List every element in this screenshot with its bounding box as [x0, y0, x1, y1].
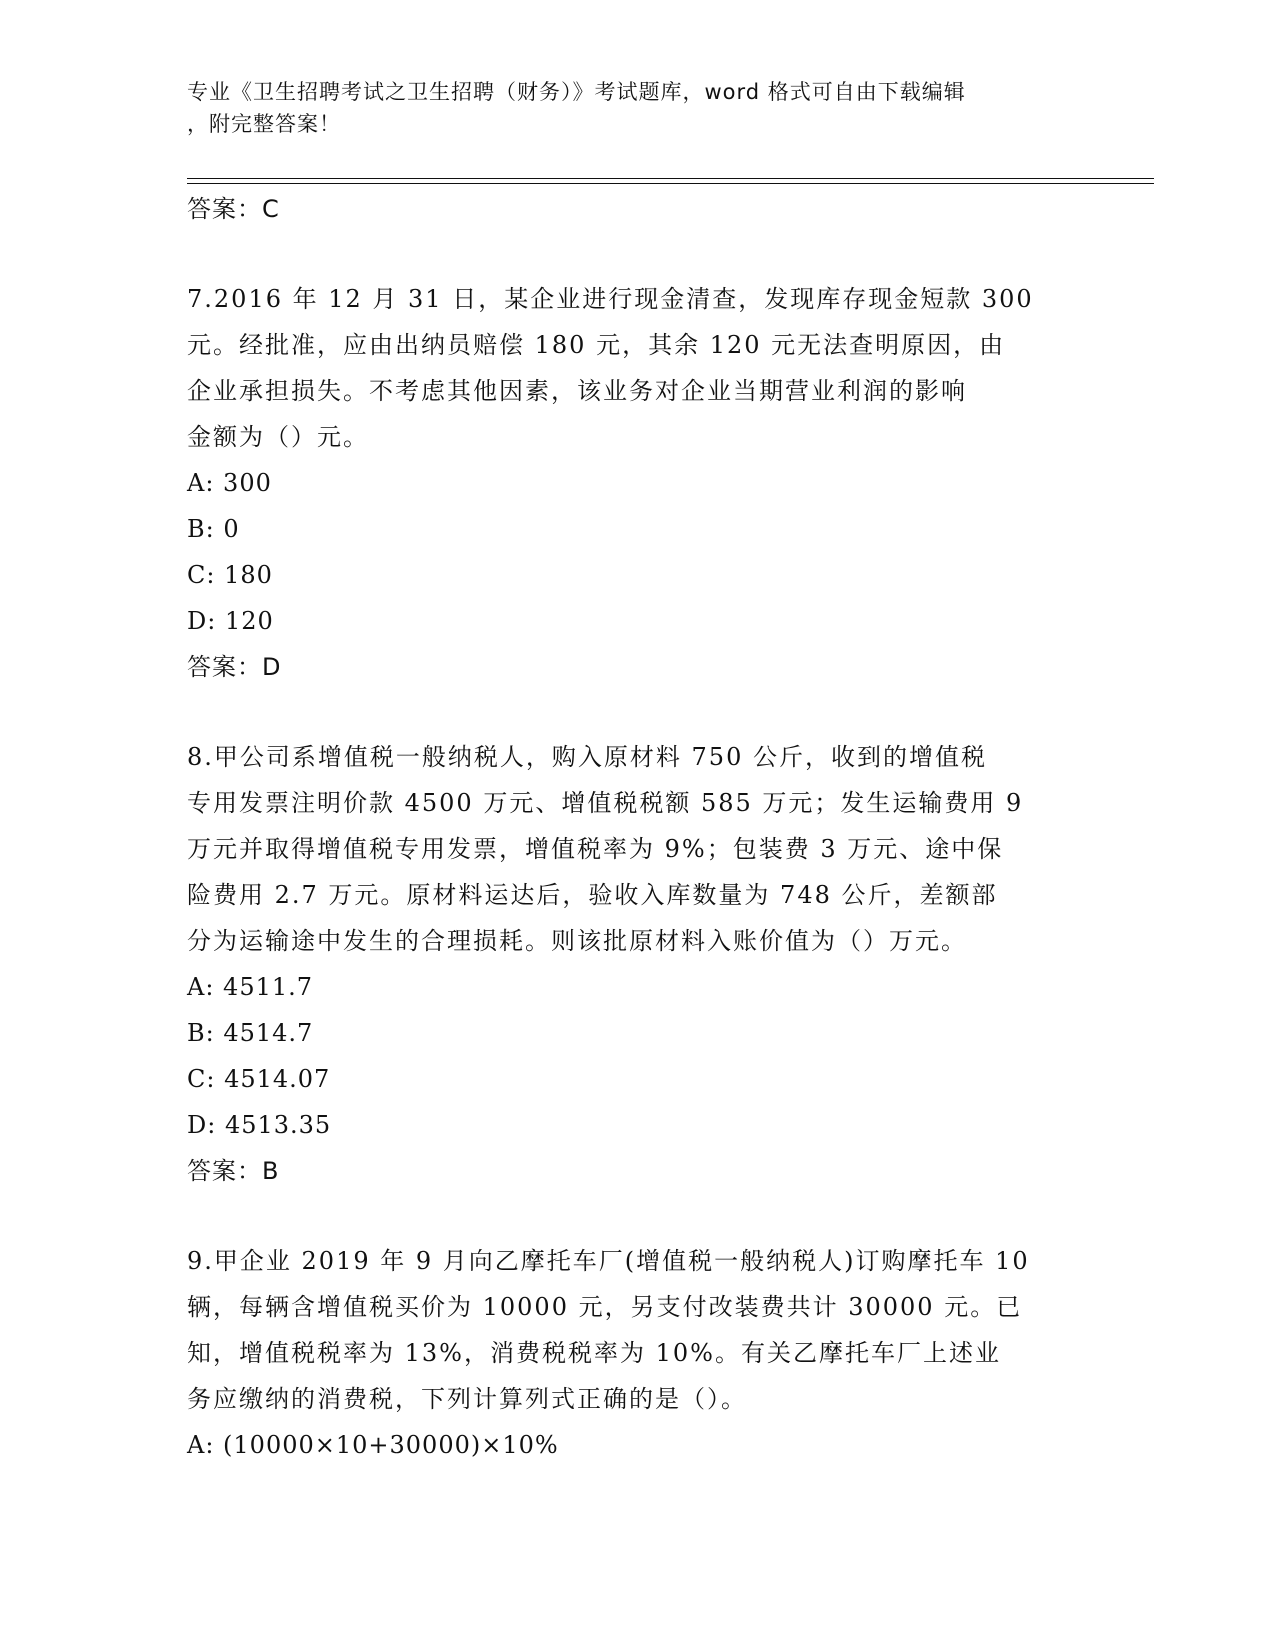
option-b: B: 0 — [187, 515, 240, 543]
question-8 — [187, 734, 1087, 1194]
header-rule-bottom — [187, 183, 1154, 184]
stem-line: 知，增值税税率为 13%，消费税税率为 10%。有关乙摩托车厂上述业 — [187, 1339, 1001, 1367]
stem-line: 元。经批准，应由出纳员赔偿 180 元，其余 120 元无法查明原因，由 — [187, 331, 1006, 359]
document-header — [187, 76, 1087, 140]
option-a: A: (10000×10+30000)×10% — [187, 1431, 559, 1459]
option-d: D: 4513.35 — [187, 1111, 332, 1139]
stem-line: 辆，每辆含增值税买价为 10000 元，另支付改装费共计 30000 元。已 — [187, 1293, 1023, 1321]
option-a: A: 4511.7 — [187, 973, 314, 1001]
header-rule-top — [187, 178, 1154, 179]
stem-line: 7.2016 年 12 月 31 日，某企业进行现金清查，发现库存现金短款 300 — [187, 285, 1034, 313]
stem-line: 9.甲企业 2019 年 9 月向乙摩托车厂(增值税一般纳税人)订购摩托车 10 — [187, 1247, 1030, 1275]
document-body — [187, 186, 1087, 1468]
stem-line: 专用发票注明价款 4500 万元、增值税税额 585 万元；发生运输费用 9 — [187, 789, 1024, 817]
header-line-2: ，附完整答案！ — [187, 112, 341, 136]
stem-line: 务应缴纳的消费税，下列计算列式正确的是（）。 — [187, 1385, 747, 1413]
option-c: C: 4514.07 — [187, 1065, 331, 1093]
stem-line: 金额为（）元。 — [187, 423, 369, 451]
question-7 — [187, 276, 1087, 690]
question-stem — [187, 1238, 1087, 1422]
stem-line: 8.甲公司系增值税一般纳税人，购入原材料 750 公斤，收到的增值税 — [187, 743, 987, 771]
stem-line: 企业承担损失。不考虑其他因素，该业务对企业当期营业利润的影响 — [187, 377, 967, 405]
question-9 — [187, 1238, 1087, 1468]
option-c: C: 180 — [187, 561, 273, 589]
answer: 答案：B — [187, 1157, 280, 1185]
stem-line: 分为运输途中发生的合理损耗。则该批原材料入账价值为（）万元。 — [187, 927, 967, 955]
stem-line: 险费用 2.7 万元。原材料运达后，验收入库数量为 748 公斤，差额部 — [187, 881, 998, 909]
answer: 答案：D — [187, 653, 282, 681]
question-stem — [187, 276, 1087, 460]
header-line-1: 专业《卫生招聘考试之卫生招聘（财务）》考试题库，word 格式可自由下载编辑 — [187, 80, 966, 104]
question-stem — [187, 734, 1087, 964]
option-a: A: 300 — [187, 469, 272, 497]
stem-line: 万元并取得增值税专用发票，增值税率为 9%；包装费 3 万元、途中保 — [187, 835, 1004, 863]
option-d: D: 120 — [187, 607, 274, 635]
option-b: B: 4514.7 — [187, 1019, 314, 1047]
prev-answer: 答案：C — [187, 195, 280, 223]
